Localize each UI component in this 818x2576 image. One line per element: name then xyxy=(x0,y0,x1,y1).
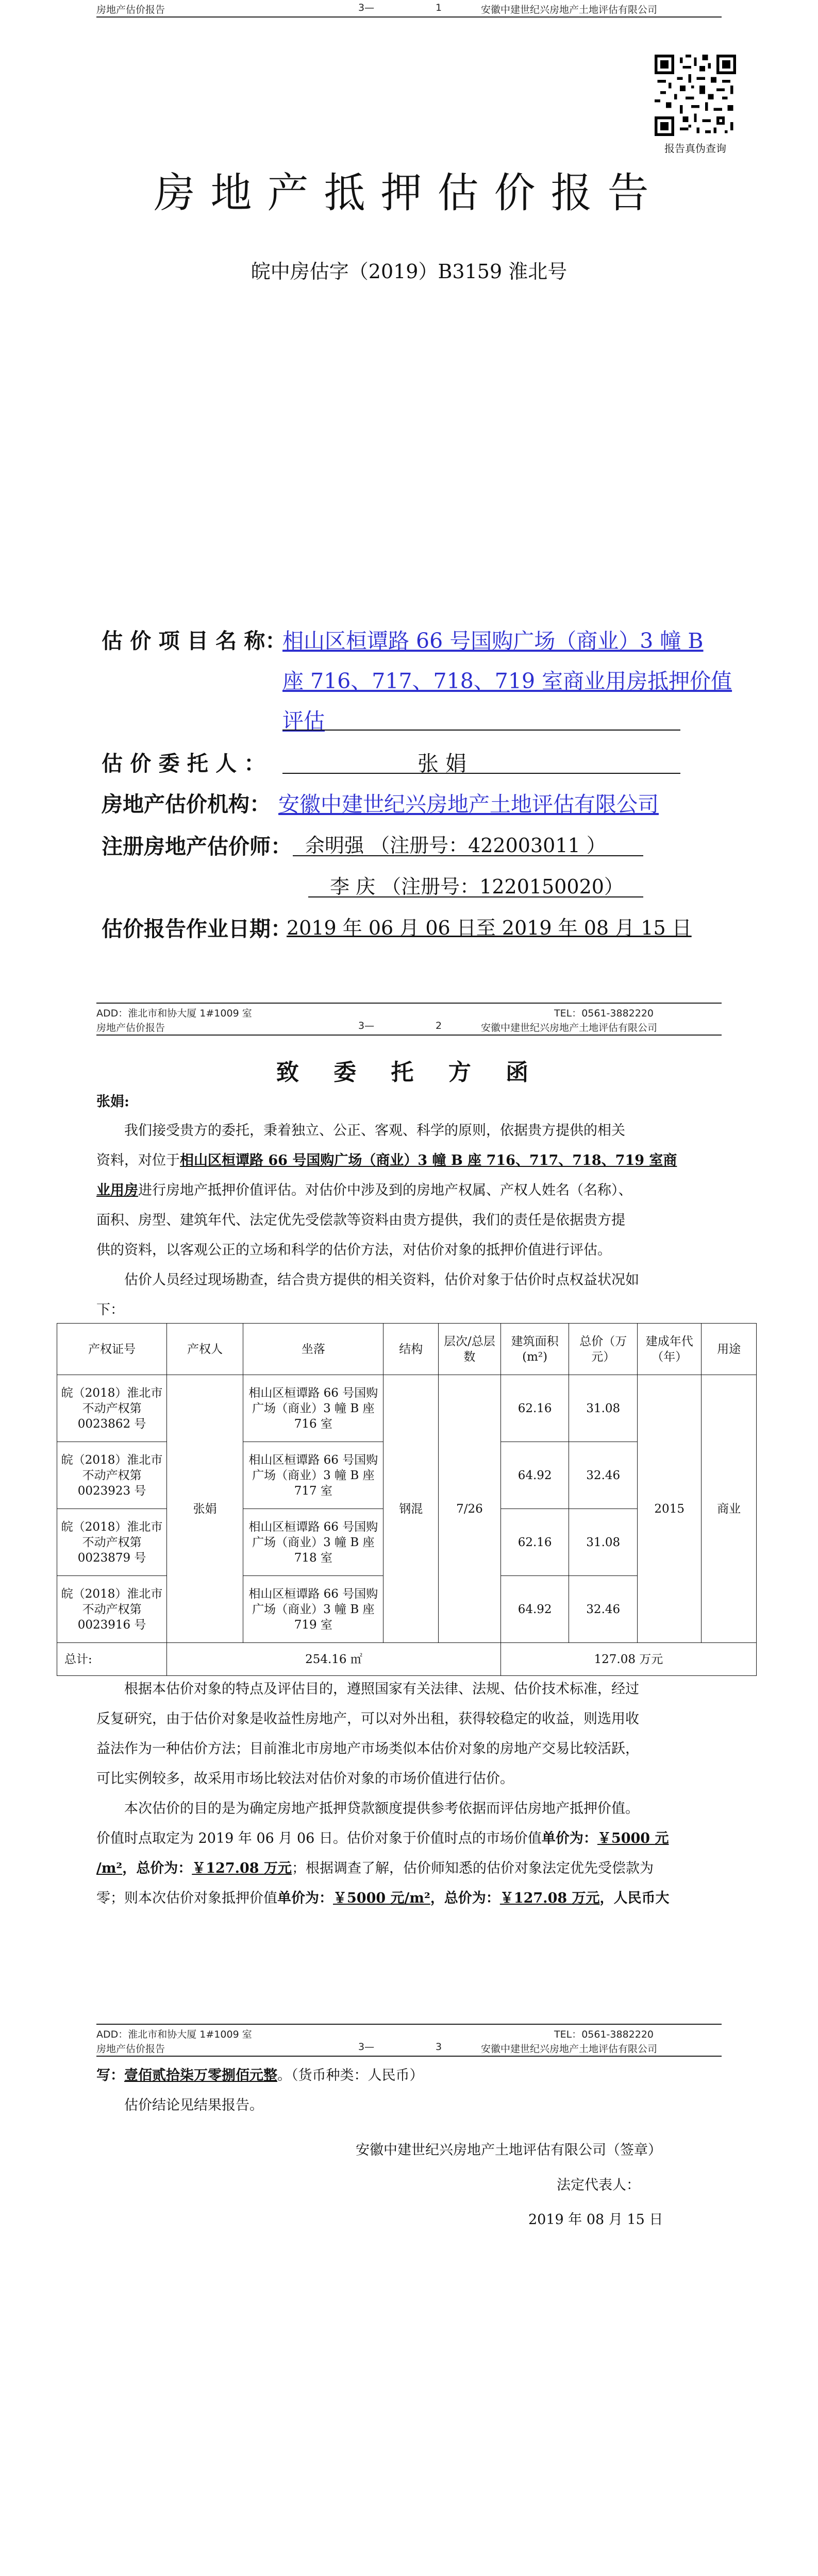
cell-cert: 皖（2018）淮北市不动产权第0023923 号 xyxy=(57,1442,167,1509)
header-rule-3 xyxy=(96,2056,722,2057)
p1-line-1: 我们接受贵方的委托，秉着独立、公正、客观、科学的原则，依据贵方提供的相关 xyxy=(124,1123,625,1139)
p2-line-2: 下： xyxy=(96,1302,124,1318)
cell-price: 31.08 xyxy=(569,1375,638,1442)
cell-area: 64.92 xyxy=(500,1442,569,1509)
page-header xyxy=(96,2,722,15)
header-rule-2 xyxy=(96,1035,722,1036)
letter-paragraph-2 xyxy=(96,1265,722,1325)
footer-tel: TEL：0561-3882220 xyxy=(554,2029,654,2040)
footer-rule-2 xyxy=(96,2024,722,2025)
letter-paragraph-4 xyxy=(96,1794,722,1913)
appraiser-1-underline xyxy=(293,855,643,856)
footer-rule-1 xyxy=(96,1003,722,1004)
page-footer-1 xyxy=(96,1006,722,1019)
table-row xyxy=(57,1375,757,1442)
letter-title: 致 委 托 方 函 xyxy=(276,1059,542,1086)
p4-line-4: 零；则本次估价对象抵押价值单价为：￥5000 元/m²，总价为：￥127.08 万元，人民币大 xyxy=(96,1890,670,1906)
th-use: 用途 xyxy=(702,1324,757,1375)
cell-price: 32.46 xyxy=(569,1576,638,1643)
total-label: 总计: xyxy=(57,1643,167,1676)
project-line-1: 相山区桓谭路 66 号国购广场（商业）3 幢 B xyxy=(282,629,704,653)
th-cert: 产权证号 xyxy=(57,1324,167,1375)
letter-paragraph-5 xyxy=(96,2061,722,2121)
header-page-number: 2 xyxy=(436,1020,442,1031)
appraiser-1: 余明强 （注册号：422003011 ） xyxy=(305,834,606,857)
project-line-3: 评估 xyxy=(282,708,325,733)
cell-structure: 钢混 xyxy=(383,1375,439,1643)
p1-line-4: 面积、房型、建筑年代、法定优先受偿款等资料由贵方提供，我们的责任是依据贵方提 xyxy=(96,1212,625,1228)
project-label: 估 价 项 目 名 称： xyxy=(102,629,287,653)
th-floor: 层次/总层数 xyxy=(439,1324,501,1375)
report-number: 皖中房估字（2019）B3159 淮北号 xyxy=(251,260,567,283)
th-area: 建筑面积(m²) xyxy=(500,1324,569,1375)
cell-area: 62.16 xyxy=(500,1375,569,1442)
th-structure: 结构 xyxy=(383,1324,439,1375)
header-page-prefix: 3— xyxy=(358,1020,375,1031)
cell-cert: 皖（2018）淮北市不动产权第0023862 号 xyxy=(57,1375,167,1442)
appraiser-label: 注册房地产估价师： xyxy=(102,834,292,859)
header-left: 房地产估价报告 xyxy=(96,1022,165,1033)
p3-line-1: 根据本估价对象的特点及评估目的，遵照国家有关法律、法规、估价技术标准，经过 xyxy=(124,1681,639,1697)
qr-code[interactable] xyxy=(655,55,736,138)
letter-paragraph-3 xyxy=(96,1674,722,1794)
cell-location: 相山区桓谭路 66 号国购广场（商业）3 幢 B 座 716 室 xyxy=(243,1375,383,1442)
cell-location: 相山区桓谭路 66 号国购广场（商业）3 幢 B 座 717 室 xyxy=(243,1442,383,1509)
cell-cert: 皖（2018）淮北市不动产权第0023916 号 xyxy=(57,1576,167,1643)
p5-line-2: 估价结论见结果报告。 xyxy=(124,2097,263,2113)
footer-tel: TEL：0561-3882220 xyxy=(554,1008,654,1019)
cell-area: 64.92 xyxy=(500,1576,569,1643)
p3-line-3: 益法作为一种估价方法；目前淮北市房地产市场类似本估价对象的房地产交易比较活跃， xyxy=(96,1741,639,1757)
p4-line-2: 价值时点取定为 2019 年 06 月 06 日。估价对象于价值时点的市场价值单价为：￥5000 元 xyxy=(96,1831,669,1846)
letter-paragraph-1 xyxy=(96,1116,722,1265)
footer-address: ADD：淮北市和协大厦 1#1009 室 xyxy=(96,2029,252,2040)
p1-line-3: 业用房进行房地产抵押价值评估。对估价中涉及到的房地产权属、产权人姓名（名称）、 xyxy=(96,1182,632,1198)
header-page-prefix: 3— xyxy=(358,2,375,13)
p5-line-1: 写：壹佰贰拾柒万零捌佰元整。（货币种类：人民币） xyxy=(96,2067,424,2083)
th-price: 总价（万元） xyxy=(569,1324,638,1375)
header-left: 房地产估价报告 xyxy=(96,4,165,15)
property-table xyxy=(57,1323,757,1676)
th-year: 建成年代（年） xyxy=(638,1324,702,1375)
client-label: 估 价 委 托 人 ： xyxy=(102,751,265,776)
p3-line-2: 反复研究，由于估价对象是收益性房地产，可以对外出租，获得较稳定的收益，则选用收 xyxy=(96,1711,639,1727)
p1-line-2: 资料，对位于相山区桓谭路 66 号国购广场（商业）3 幢 B 座 716、717、718、719 室商 xyxy=(96,1153,677,1168)
cell-area: 62.16 xyxy=(500,1509,569,1576)
qr-caption: 报告真伪查询 xyxy=(664,142,726,155)
header-right: 安徽中建世纪兴房地产土地评估有限公司 xyxy=(481,4,658,15)
page-header-2 xyxy=(96,1020,722,1033)
p4-line-3: /m²，总价为：￥127.08 万元；根据调查了解，估价师知悉的估价对象法定优先受偿款为 xyxy=(96,1860,654,1876)
client-underline xyxy=(282,773,680,774)
client-value: 张 娟 xyxy=(418,751,467,776)
sign-date: 2019 年 08 月 15 日 xyxy=(528,2212,663,2228)
header-rule xyxy=(96,16,722,18)
date-value: 2019 年 06 月 06 日至 2019 年 08 月 15 日 xyxy=(287,917,692,939)
header-page-number: 1 xyxy=(436,2,442,13)
cell-year: 2015 xyxy=(638,1375,702,1643)
th-owner: 产权人 xyxy=(167,1324,243,1375)
p1-line-5: 供的资料，以客观公正的立场和科学的估价方法，对估价对象的抵押价值进行评估。 xyxy=(96,1242,611,1258)
cell-cert: 皖（2018）淮北市不动产权第0023879 号 xyxy=(57,1509,167,1576)
header-right: 安徽中建世纪兴房地产土地评估有限公司 xyxy=(481,1022,658,1033)
footer-address: ADD：淮北市和协大厦 1#1009 室 xyxy=(96,1008,252,1019)
sign-company: 安徽中建世纪兴房地产土地评估有限公司（签章） xyxy=(356,2142,662,2158)
total-price: 127.08 万元 xyxy=(500,1643,756,1676)
project-underline xyxy=(282,730,680,731)
p4-line-1: 本次估价的目的是为确定房地产抵押贷款额度提供参考依据而评估房地产抵押价值。 xyxy=(124,1801,639,1817)
agency-label: 房地产估价机构： xyxy=(102,792,271,817)
letter-greeting: 张娟: xyxy=(96,1094,129,1110)
th-location: 坐落 xyxy=(243,1324,383,1375)
cell-use: 商业 xyxy=(702,1375,757,1643)
header-page-number: 3 xyxy=(436,2041,442,2053)
project-line-2: 座 716、717、718、719 室商业用房抵押价值 xyxy=(282,669,732,693)
cell-owner: 张娟 xyxy=(167,1375,243,1643)
agency-value: 安徽中建世纪兴房地产土地评估有限公司 xyxy=(278,792,659,817)
cell-location: 相山区桓谭路 66 号国购广场（商业）3 幢 B 座 718 室 xyxy=(243,1509,383,1576)
cell-location: 相山区桓谭路 66 号国购广场（商业）3 幢 B 座 719 室 xyxy=(243,1576,383,1643)
sign-representative: 法定代表人： xyxy=(557,2177,640,2193)
p2-line-1: 估价人员经过现场勘查，结合贵方提供的相关资料，估价对象于估价时点权益状况如 xyxy=(124,1272,639,1288)
header-page-prefix: 3— xyxy=(358,2041,375,2053)
header-right: 安徽中建世纪兴房地产土地评估有限公司 xyxy=(481,2043,658,2055)
header-left: 房地产估价报告 xyxy=(96,2043,165,2055)
page-footer-2 xyxy=(96,2027,722,2040)
report-title: 房地产抵押估价报告 xyxy=(154,169,664,217)
total-area: 254.16 ㎡ xyxy=(167,1643,501,1676)
cell-floor: 7/26 xyxy=(439,1375,501,1643)
page-header-3 xyxy=(96,2041,722,2055)
table-total-row xyxy=(57,1643,757,1676)
cell-price: 31.08 xyxy=(569,1509,638,1576)
p3-line-4: 可比实例较多，故采用市场比较法对估价对象的市场价值进行估价。 xyxy=(96,1771,514,1787)
appraiser-2-underline xyxy=(308,896,643,897)
appraiser-2: 李 庆 （注册号：1220150020） xyxy=(330,875,624,898)
cell-price: 32.46 xyxy=(569,1442,638,1509)
date-label: 估价报告作业日期： xyxy=(102,917,292,941)
